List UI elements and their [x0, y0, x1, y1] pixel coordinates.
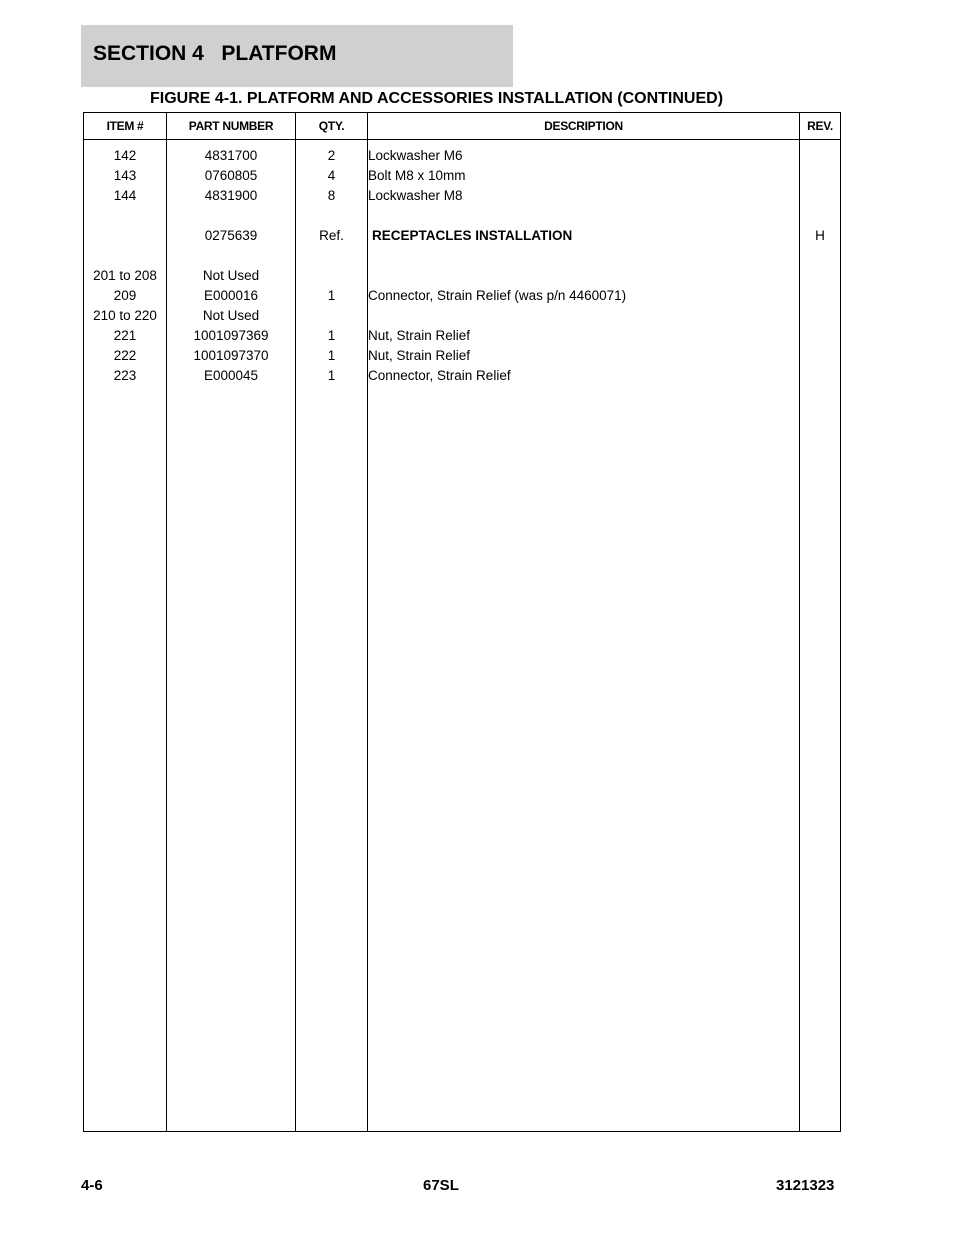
description-cell: Nut, Strain Relief: [368, 326, 800, 346]
parts-table: [83, 112, 841, 1132]
column-header-description: DESCRIPTION: [368, 113, 800, 140]
part-number-cell: 1001097370: [167, 346, 296, 366]
part-number-cell: [167, 206, 296, 226]
qty-cell: 1: [296, 326, 368, 346]
table-filler-row: [84, 386, 841, 1132]
part-number-cell: 0275639: [167, 226, 296, 246]
item-cell: 143: [84, 166, 167, 186]
item-cell: 201 to 208: [84, 266, 167, 286]
figure-title: FIGURE 4-1. PLATFORM AND ACCESSORIES INSTALLATION (CONTINUED): [150, 90, 724, 107]
table-row: [84, 366, 841, 386]
part-number-cell: 1001097369: [167, 326, 296, 346]
table-row: [84, 206, 841, 226]
item-cell: [84, 226, 167, 246]
part-number-cell: [167, 246, 296, 266]
rev-cell: [800, 366, 841, 386]
column-header-rev: REV.: [800, 113, 841, 140]
rev-cell: [800, 266, 841, 286]
rev-cell: [800, 166, 841, 186]
description-cell: [368, 206, 800, 226]
description-cell: [368, 306, 800, 326]
part-number-cell: E000045: [167, 366, 296, 386]
item-cell: 221: [84, 326, 167, 346]
qty-cell: [296, 246, 368, 266]
table-row: [84, 286, 841, 306]
description-cell: Nut, Strain Relief: [368, 346, 800, 366]
rev-cell: [800, 186, 841, 206]
qty-cell: 4: [296, 166, 368, 186]
section-title: SECTION 4 PLATFORM: [93, 42, 337, 65]
column-header-qty: QTY.: [296, 113, 368, 140]
description-cell: [368, 246, 800, 266]
qty-cell: 2: [296, 146, 368, 166]
item-cell: 144: [84, 186, 167, 206]
table-row: [84, 186, 841, 206]
table-row: [84, 326, 841, 346]
qty-cell: [296, 206, 368, 226]
table-row: [84, 226, 841, 246]
qty-cell: Ref.: [296, 226, 368, 246]
part-number-cell: E000016: [167, 286, 296, 306]
rev-cell: H: [800, 226, 841, 246]
qty-cell: 8: [296, 186, 368, 206]
part-number-cell: Not Used: [167, 306, 296, 326]
column-header-part-number: PART NUMBER: [167, 113, 296, 140]
description-cell: Lockwasher M8: [368, 186, 800, 206]
page-number: 4-6: [81, 1177, 103, 1194]
rev-cell: [800, 326, 841, 346]
item-cell: 223: [84, 366, 167, 386]
description-cell: [368, 266, 800, 286]
table-header-row: [84, 113, 841, 140]
table-row: [84, 246, 841, 266]
rev-cell: [800, 306, 841, 326]
model-name: 67SL: [423, 1177, 459, 1194]
rev-cell: [800, 286, 841, 306]
qty-cell: 1: [296, 346, 368, 366]
description-cell: Lockwasher M6: [368, 146, 800, 166]
part-number-cell: 4831900: [167, 186, 296, 206]
description-cell: Connector, Strain Relief (was p/n 4460071): [368, 286, 800, 306]
table-row: [84, 346, 841, 366]
qty-cell: 1: [296, 286, 368, 306]
rev-cell: [800, 146, 841, 166]
document-number: 3121323: [776, 1177, 835, 1194]
rev-cell: [800, 346, 841, 366]
item-cell: [84, 246, 167, 266]
rev-cell: [800, 206, 841, 226]
description-cell: Bolt M8 x 10mm: [368, 166, 800, 186]
item-cell: 222: [84, 346, 167, 366]
table-row: [84, 146, 841, 166]
part-number-cell: 0760805: [167, 166, 296, 186]
part-number-cell: 4831700: [167, 146, 296, 166]
item-cell: 142: [84, 146, 167, 166]
table-row: [84, 266, 841, 286]
table-row: [84, 166, 841, 186]
part-number-cell: Not Used: [167, 266, 296, 286]
item-cell: 209: [84, 286, 167, 306]
item-cell: [84, 206, 167, 226]
assembly-title-cell: RECEPTACLES INSTALLATION: [368, 226, 800, 246]
qty-cell: [296, 306, 368, 326]
rev-cell: [800, 246, 841, 266]
table-row: [84, 306, 841, 326]
description-cell: Connector, Strain Relief: [368, 366, 800, 386]
qty-cell: 1: [296, 366, 368, 386]
column-header-item: ITEM #: [84, 113, 167, 140]
qty-cell: [296, 266, 368, 286]
item-cell: 210 to 220: [84, 306, 167, 326]
section-header: [81, 25, 513, 87]
